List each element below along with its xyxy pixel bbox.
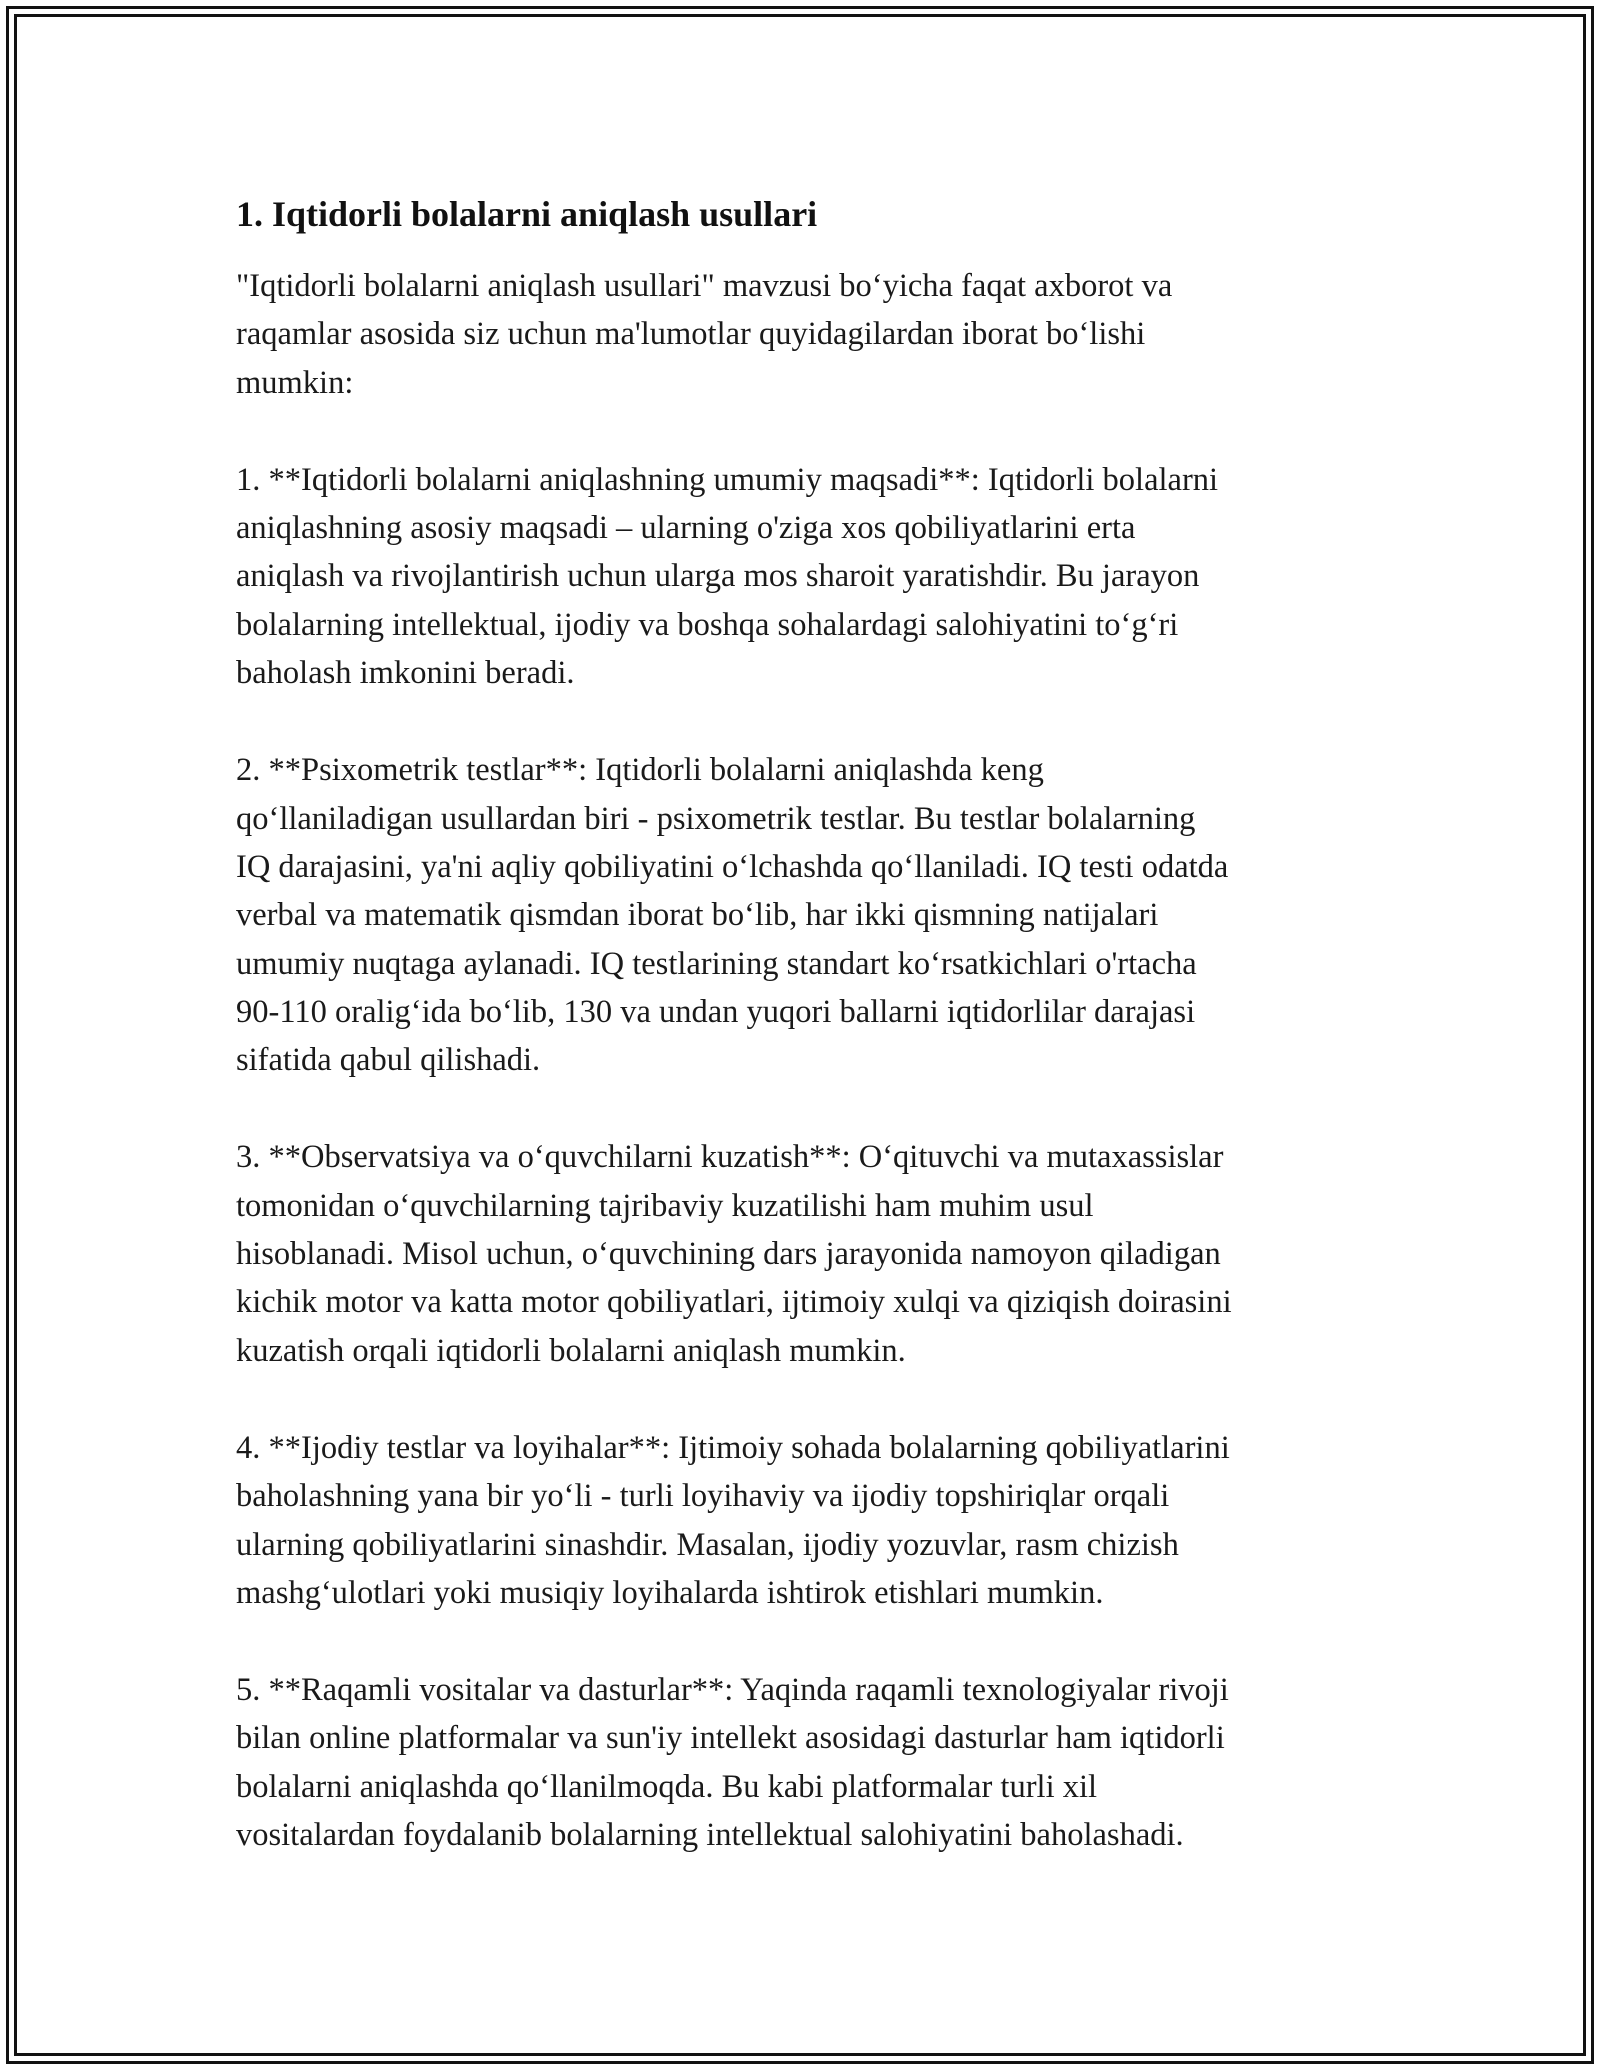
paragraph-observation: 3. **Observatsiya va o‘quvchilarni kuzatish**: O‘qituvchi va mutaxassislar tomonidan o‘quvchilarning tajribaviy kuzatilishi ham muhim usul hisoblanadi. Misol uchun, o‘quvchining dars jarayonida namoyon qiladigan kichik motor va katta motor qobiliyatlari, ijtimoiy xulqi va qiziqish doirasini kuzatish orqali iqtidorli bolalarni aniqlash mumkin.	[236, 1139, 1232, 1369]
document-title: 1. Iqtidorli bolalarni aniqlash usullari	[236, 194, 818, 234]
paragraph-creative-tests: 4. **Ijodiy testlar va loyihalar**: Ijtimoiy sohada bolalarning qobiliyatlarini baholashning yana bir yo‘li - turli loyihaviy va ijodiy topshiriqlar orqali ularning qobiliyatlarini sinashdir. Masalan, ijodiy yozuvlar, rasm chizish mashg‘ulotlari yoki musiqiy loyihalarda ishtirok etishlari mumkin.	[236, 1429, 1230, 1611]
paragraph-general-goal: 1. **Iqtidorli bolalarni aniqlashning umumiy maqsadi**: Iqtidorli bolalarni aniqlashning asosiy maqsadi – ularning o'ziga xos qobiliyatlarini erta aniqlash va rivojlantirish uchun ularga mos sharoit yaratishdir. Bu jarayon bolalarning intellektual, ijodiy va boshqa sohalardagi salohiyatini to‘g‘ri baholash imkonini beradi.	[236, 461, 1219, 692]
document-body	[236, 188, 1376, 1908]
intro-paragraph: "Iqtidorli bolalarni aniqlash usullari" mavzusi bo‘yicha faqat axborot va raqamlar asosida siz uchun ma'lumotlar quyidagilardan iborat bo‘lishi mumkin:	[236, 268, 1173, 401]
paragraph-psychometric-tests: 2. **Psixometrik testlar**: Iqtidorli bolalarni aniqlashda keng qo‘llaniladigan usullardan biri - psixometrik testlar. Bu testlar bolalarning IQ darajasini, ya'ni aqliy qobiliyatini o‘lchashda qo‘llaniladi. IQ testi odatda verbal va matematik qismdan iborat bo‘lib, har ikki qismning natijalari umumiy nuqtaga aylanadi. IQ testlarining standart ko‘rsatkichlari o'rtacha 90-110 oralig‘ida bo‘lib, 130 va undan yuqori ballarni iqtidorlilar darajasi sifatida qabul qilishadi.	[236, 752, 1229, 1079]
paragraph-digital-tools: 5. **Raqamli vositalar va dasturlar**: Yaqinda raqamli texnologiyalar rivoji bilan online platformalar va sun'iy intellekt asosidagi dasturlar ham iqtidorli bolalarni aniqlashda qo‘llanilmoqda. Bu kabi platformalar turli xil vositalardan foydalanib bolalarning intellektual salohiyatini baholashadi.	[236, 1672, 1229, 1854]
